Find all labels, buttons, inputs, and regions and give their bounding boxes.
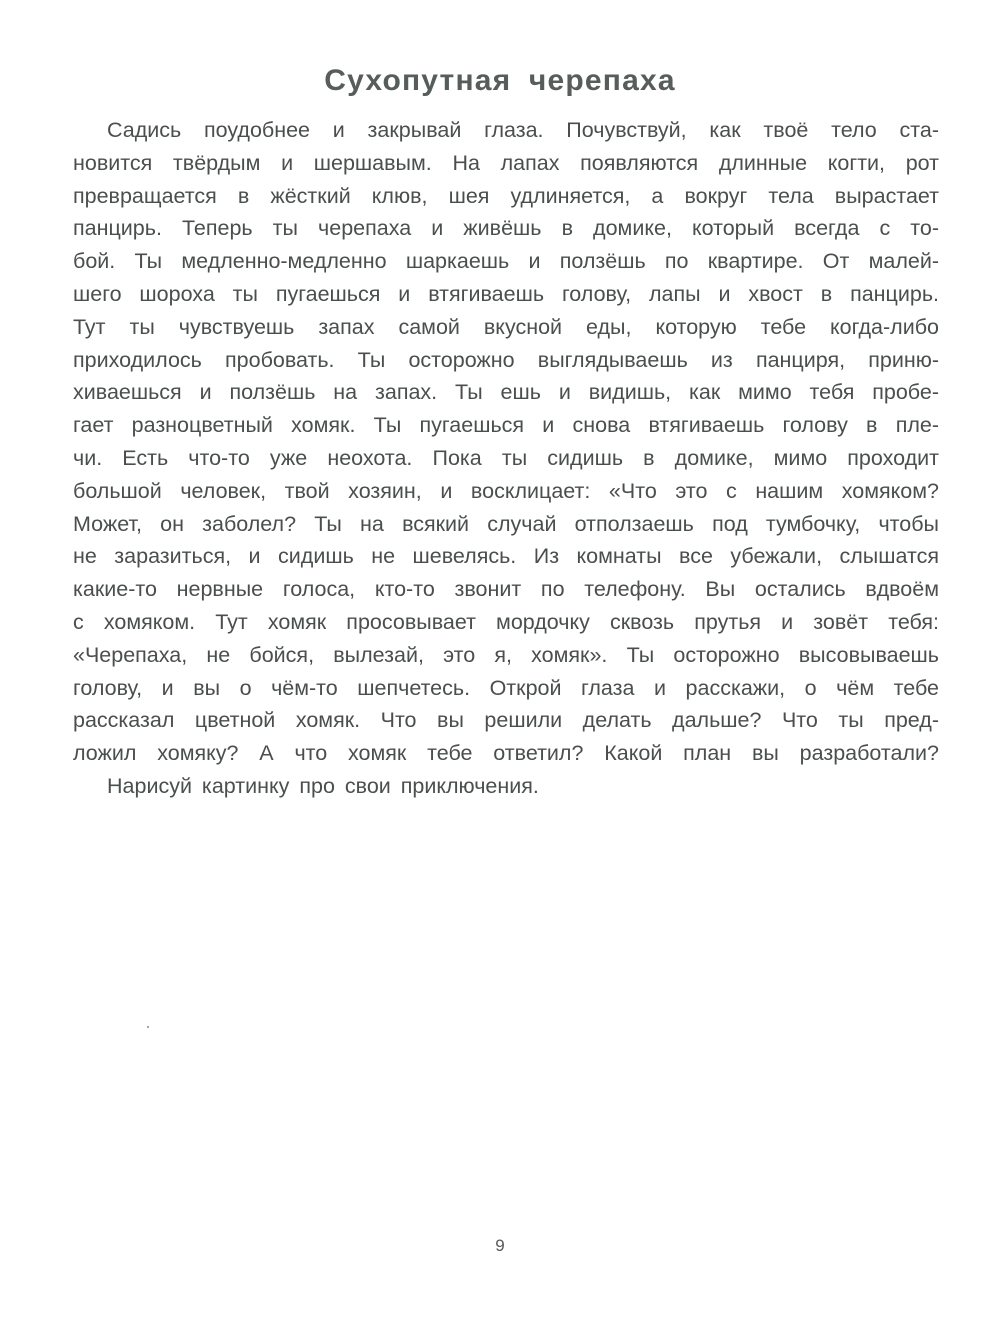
story-line: рассказал цветной хомяк. Что вы решили делать дальше? Что ты пред- (73, 708, 939, 733)
story-text (73, 114, 939, 803)
drawing-instruction: Нарисуй картинку про свои приключения. (107, 773, 539, 798)
story-line: приходилось пробовать. Ты осторожно выглядываешь из панциря, приню- (73, 347, 939, 372)
page-number: 9 (495, 1236, 505, 1255)
page-title: Сухопутная черепаха (324, 64, 676, 97)
story-line: какие-то нервные голоса, кто-то звонит по телефону. Вы остались вдвоём (73, 577, 939, 602)
story-line: гает разноцветный хомяк. Ты пугаешься и снова втягиваешь голову в пле- (73, 413, 939, 438)
story-line: с хомяком. Тут хомяк просовывает мордочку сквозь прутья и зовёт тебя: (73, 609, 939, 634)
story-line: Может, он заболел? Ты на всякий случай отползаешь под тумбочку, чтобы (73, 511, 939, 536)
story-line: большой человек, твой хозяин, и восклицает: «Что это с нашим хомяком? (73, 478, 939, 503)
story-line: голову, и вы о чём-то шепчетесь. Открой глаза и расскажи, о чём тебе (73, 675, 939, 700)
story-line: «Черепаха, не бойся, вылезай, это я, хомяк». Ты осторожно высовываешь (73, 642, 939, 667)
story-line: хиваешься и ползёшь на запах. Ты ешь и видишь, как мимо тебя пробе- (73, 380, 939, 405)
stray-dot (147, 1026, 149, 1028)
story-line: панцирь. Теперь ты черепаха и живёшь в домике, который всегда с то- (73, 216, 939, 241)
story-line: ложил хомяку? А что хомяк тебе ответил? Какой план вы разработали? (73, 741, 939, 766)
story-line: Тут ты чувствуешь запах самой вкусной еды, которую тебе когда-либо (73, 314, 939, 339)
story-line: Садись поудобнее и закрывай глаза. Почувствуй, как твоё тело ста- (107, 118, 939, 142)
story-line: шего шороха ты пугаешься и втягиваешь голову, лапы и хвост в панцирь. (73, 281, 939, 306)
story-line: не заразиться, и сидишь не шевелясь. Из комнаты все убежали, слышатся (73, 544, 939, 569)
story-line: бой. Ты медленно-медленно шаркаешь и ползёшь по квартире. От малей- (73, 249, 939, 274)
story-line: превращается в жёсткий клюв, шея удлиняется, а вокруг тела вырастает (73, 183, 939, 208)
story-line: новится твёрдым и шершавым. На лапах появляются длинные когти, рот (73, 150, 939, 175)
story-line: чи. Есть что-то уже неохота. Пока ты сидишь в домике, мимо проходит (73, 445, 939, 470)
